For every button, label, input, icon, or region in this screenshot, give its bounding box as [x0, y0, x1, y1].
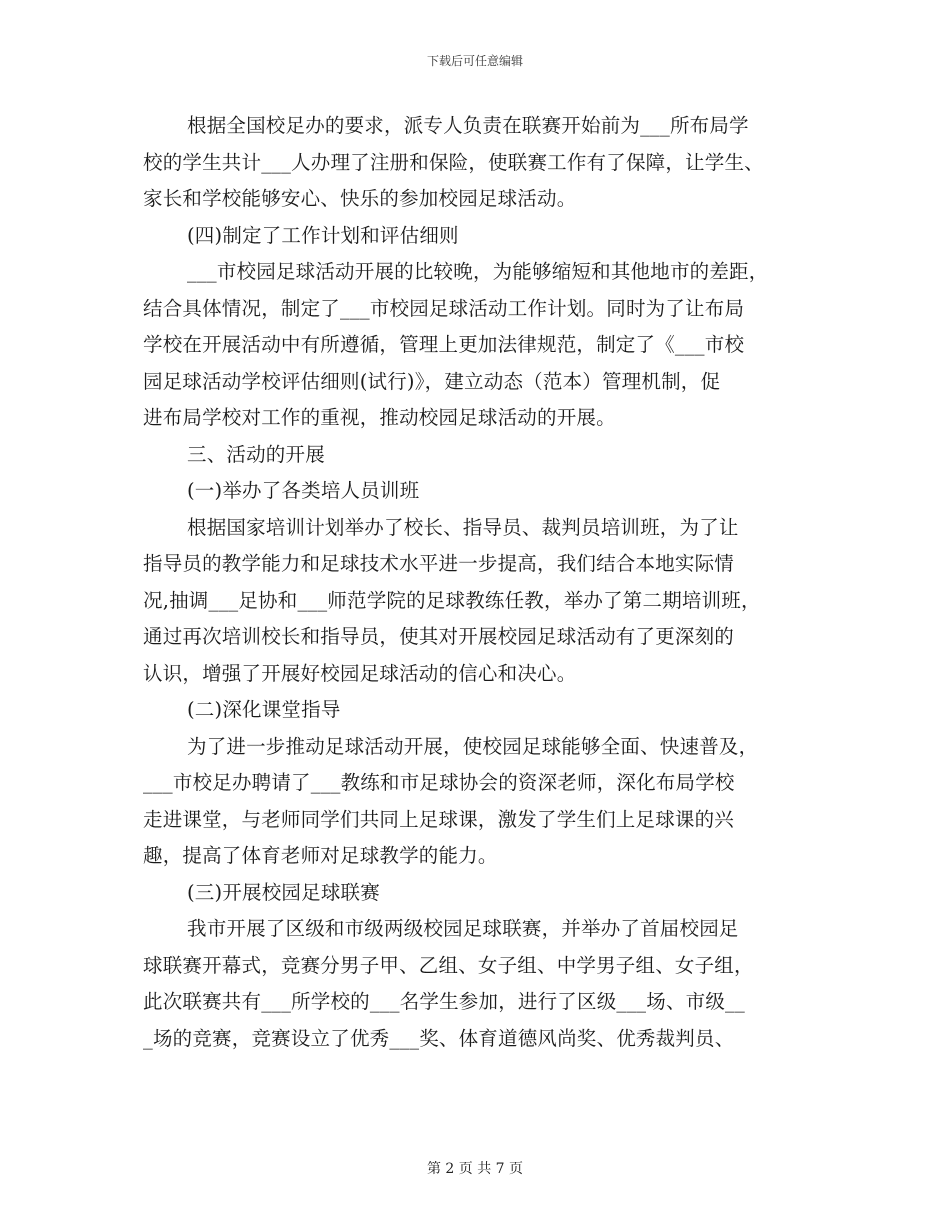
text-line: 况,抽调___足协和___师范学院的足球教练任教，举办了第二期培训班， — [143, 588, 761, 612]
text-line: 根据国家培训计划举办了校长、指导员、裁判员培训班，为了让 — [187, 515, 739, 539]
text-line: 学校在开展活动中有所遵循，管理上更加法律规范，制定了《___市校 — [143, 333, 745, 356]
text-line: 校的学生共计___人办理了注册和保险，使联赛工作有了保障，让学生、 — [143, 150, 764, 174]
page-header: 下载后可任意编辑 — [426, 54, 523, 68]
text-line: 此次联赛共有___所学校的___名学生参加，进行了区级___场、市级__ — [143, 990, 745, 1013]
page-footer: 第 2 页 共 7 页 — [426, 1161, 524, 1177]
text-line: 指导员的教学能力和足球技术水平进一步提高，我们结合本地实际情 — [143, 552, 735, 575]
text-line: 园足球活动学校评估细则(试行)》，建立动态（范本）管理机制，促 — [143, 369, 721, 393]
document-body — [143, 108, 823, 1057]
text-line: 结合具体情况，制定了___市校园足球活动工作计划。同时为了让布局 — [143, 296, 745, 320]
text-line: 我市开展了区级和市级两级校园足球联赛，并举办了首届校园足 — [187, 917, 739, 940]
text-line: (二)深化课堂指导 — [187, 698, 341, 721]
text-line: (一)举办了各类培人员训班 — [187, 479, 420, 502]
text-line: 通过再次培训校长和指导员，使其对开展校园足球活动有了更深刻的 — [143, 625, 735, 648]
text-line: 进布局学校对工作的重视，推动校园足球活动的开展。 — [143, 406, 616, 429]
text-line: 认识，增强了开展好校园足球活动的信心和决心。 — [143, 661, 577, 685]
text-line: (四)制定了工作计划和评估细则 — [187, 223, 459, 247]
text-line: ___市校足办聘请了___教练和市足球协会的资深老师，深化布局学校 — [143, 771, 735, 794]
text-line: ___市校园足球活动开展的比较晚，为能够缩短和其他地市的差距， — [187, 260, 769, 283]
text-line: _场的竞赛，竞赛设立了优秀___奖、体育道德风尚奖、优秀裁判员、 — [143, 1026, 735, 1050]
text-line: 走进课堂，与老师同学们共同上足球课，激发了学生们上足球课的兴 — [143, 807, 735, 831]
text-line: 根据全国校足办的要求，派专人负责在联赛开始前为___所布局学 — [187, 114, 749, 137]
text-line: 家长和学校能够安心、快乐的参加校园足球活动。 — [143, 187, 577, 210]
text-line: 球联赛开幕式，竞赛分男子甲、乙组、女子组、中学男子组、女子组， — [143, 953, 754, 977]
text-line: 为了进一步推动足球活动开展，使校园足球能够全面、快速普及， — [187, 734, 759, 758]
text-line: 趣，提高了体育老师对足球教学的能力。 — [143, 844, 498, 867]
text-line: (三)开展校园足球联赛 — [187, 880, 380, 904]
text-line: 三、活动的开展 — [187, 442, 325, 466]
